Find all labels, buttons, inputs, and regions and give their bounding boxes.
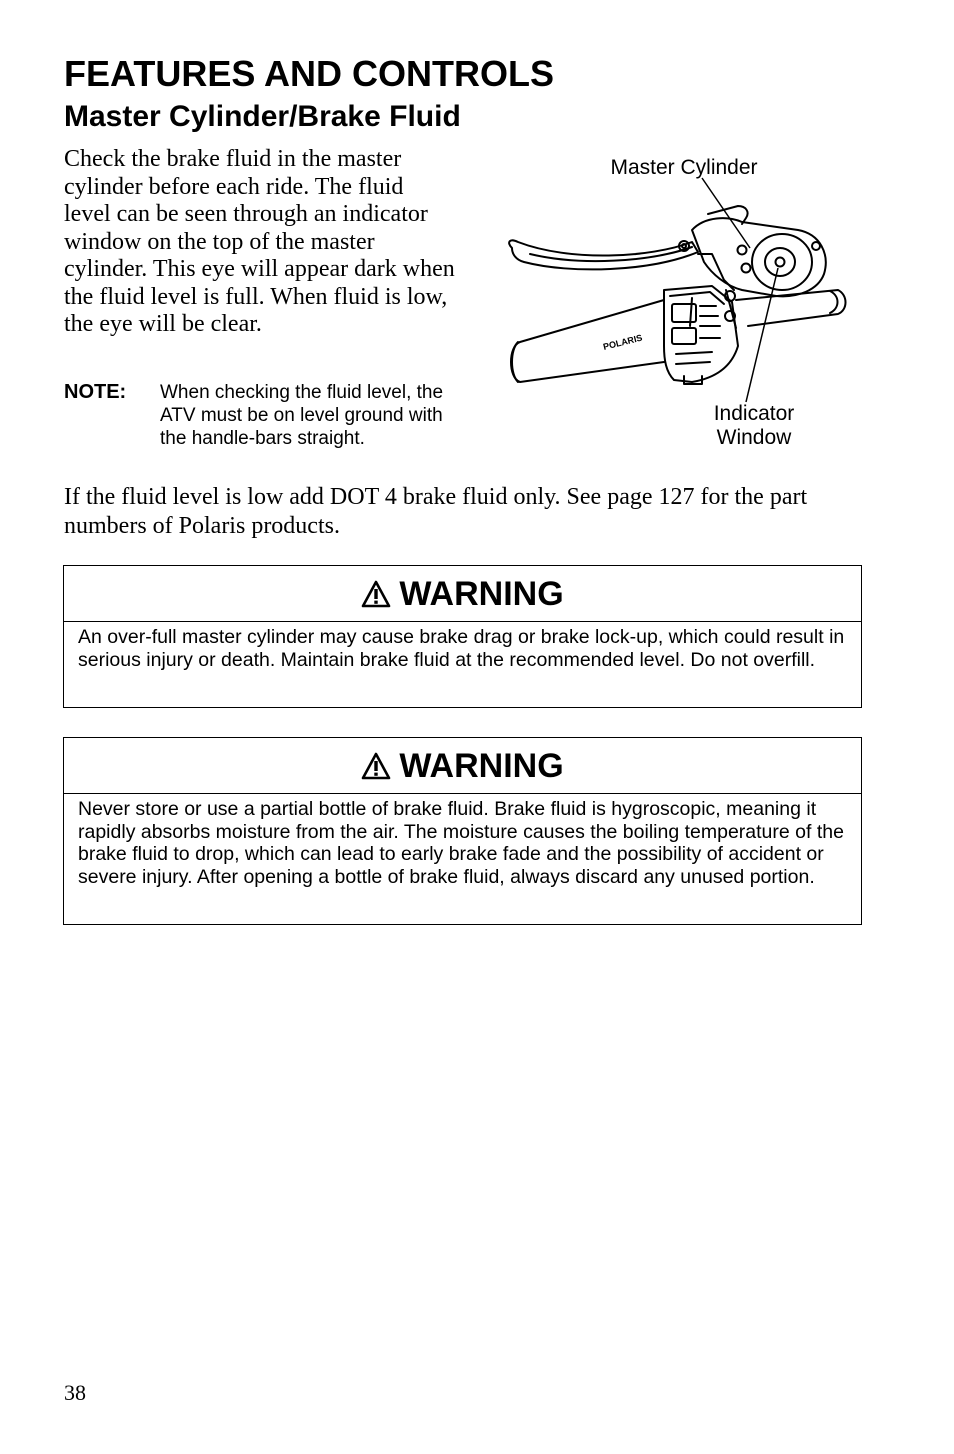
- note-text: When checking the fluid level, the ATV must be on level ground with the handle-bars straight.: [160, 382, 444, 449]
- warning-triangle-icon: [361, 752, 391, 780]
- indicator-window-label: Indicator Window: [713, 402, 795, 449]
- note-label: NOTE:: [64, 381, 127, 403]
- warning-header: [64, 566, 861, 622]
- indicator-window-leader-line: [746, 268, 778, 402]
- warning-header: [64, 738, 861, 794]
- subsection-title: Master Cylinder/Brake Fluid: [64, 100, 461, 133]
- warning-title: WARNING: [399, 574, 564, 613]
- brake-master-cylinder-figure: [480, 150, 880, 460]
- handlebar-illustration: [480, 150, 880, 460]
- warning-box-partial-bottle: [63, 737, 862, 925]
- warning-text: Never store or use a partial bottle of brake fluid. Brake fluid is hygroscopic, meaning it rapidly absorbs moisture from the air. The moisture causes the boiling temperature of the brake fluid to drop, which can lead to early brake fade and the possibility of accident or severe injury. After opening a bottle of brake fluid, always discard any unused portion.: [78, 798, 844, 888]
- warning-text: An over-full master cylinder may cause brake drag or brake lock-up, which could result in serious injury or death. Maintain brake fluid at the recommended level. Do not overfill.: [78, 626, 845, 671]
- master-cylinder-label: Master Cylinder: [610, 156, 758, 179]
- warning-triangle-icon: [361, 580, 391, 608]
- grip-brand-text: POLARIS: [602, 332, 644, 352]
- brake-fluid-paragraph: If the fluid level is low add DOT 4 brake fluid only. See page 127 for the part numbers of Polaris products.: [64, 484, 808, 539]
- warning-box-overfill: [63, 565, 862, 708]
- intro-paragraph: Check the brake fluid in the master cylinder before each ride. The fluid level can be seen through an indicator window on the top of the master cylinder. This eye will appear dark when the fluid level is full. When fluid is low, the eye will be clear.: [64, 146, 455, 337]
- warning-title: WARNING: [399, 746, 564, 785]
- section-title: FEATURES AND CONTROLS: [64, 53, 554, 94]
- page-number: 38: [64, 1380, 86, 1405]
